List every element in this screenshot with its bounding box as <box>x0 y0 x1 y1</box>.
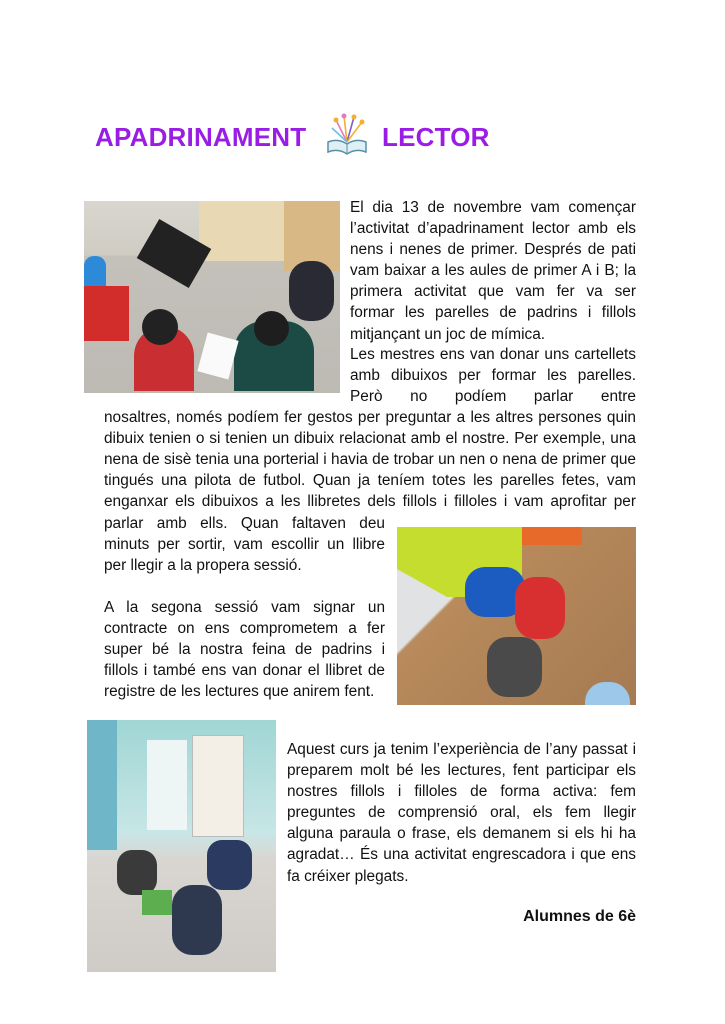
signature: Alumnes de 6è <box>523 908 636 925</box>
paragraph-this-year: Aquest curs ja tenim l’experiència de l’any passat i preparem molt bé les lectures, fent participar els nostres fillols i filloles de forma activa: fem preguntes de comprensió oral, els fem llegir alguna paraula o frase, els demanem si els hi ha agradat… És una activitat engrescadora i que ens fa créixer plegats. <box>287 741 636 885</box>
paragraph-cards-part3: parlar amb ells. Quan faltaven deu minuts per sortir, vam escollir un llibre per llegir a la propera sessió. <box>104 515 385 575</box>
paragraph-cards-part1: Les mestres ens van donar uns cartellets amb dibuixos per formar les parelles. Però no podíem parlar entre <box>350 346 636 406</box>
photo-children-reading-on-floor <box>397 527 636 705</box>
photo-children-playing-mimic-game <box>84 201 340 393</box>
photo-children-in-corridor <box>87 720 276 972</box>
paragraph-intro: El dia 13 de novembre vam començar l’activitat d’apadrinament lector amb els nens i nenes de primer. Després de pati vam baixar a les aules de primer A i B; la primera activitat que vam fer va ser formar les parelles de padrins i fillols mitjançant un joc de mímica. <box>350 199 636 343</box>
paragraph-second-session: A la segona sessió vam signar un contracte on ens comprometem a fer super bé la nostra feina de padrins i fillols i també ens van donar el llibret de registre de les lectures que anirem fent. <box>104 599 385 701</box>
title-left: APADRINAMENT <box>95 122 307 152</box>
title-right: LECTOR <box>382 122 490 152</box>
open-book-sparkles-icon <box>324 112 370 158</box>
paragraph-cards-part2: nosaltres, només podíem fer gestos per preguntar a les altres persones quin dibuix tenien o si tenien un dibuix relacionat amb el nostre. Per exemple, una nena de sisè tenia una porterial i havia de trobar un nen o nena de primer que tingués una pilota de futbol. Quan ja teníem totes les parelles fetes, vam enganxar els dibuixos a les llibretes dels fillols i filloles i vam aprofitar per <box>104 409 636 511</box>
